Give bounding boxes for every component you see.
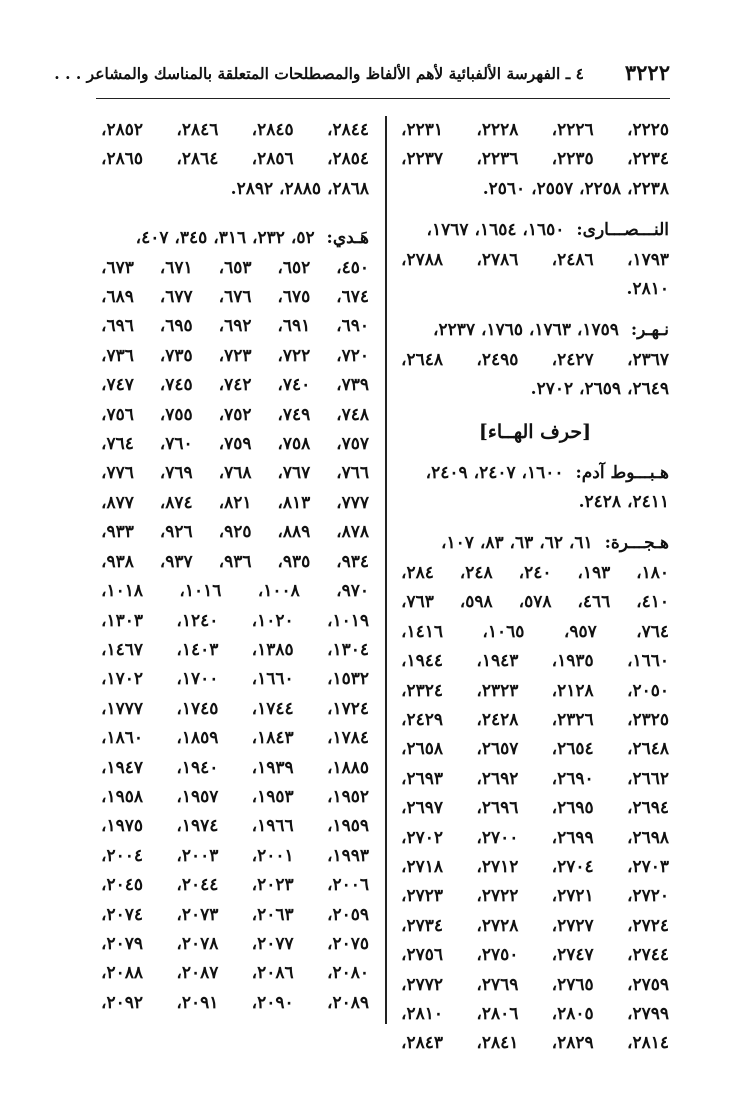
index-line [401,116,669,145]
index-number: ٢٨٥٦، [251,149,294,170]
index-line [101,548,369,577]
index-number: ٧٤٧، [101,375,134,396]
index-number: ٢٣٦٧، [626,349,669,370]
index-number: ٢٤٢٩، [401,709,444,730]
index-number: ٦٥٣، [218,257,252,278]
index-number: ٢٤٩٥، [476,349,519,370]
index-number: ٢٦٤٨، [401,349,444,370]
index-line [101,636,369,665]
index-line [401,618,669,647]
index-number: ٩٣٣، [101,522,134,543]
index-number: ٢٨٤٦، [176,120,219,140]
index-entry-hijra [401,529,669,1058]
index-number: ٢٦٩٤، [626,798,669,819]
index-number: ٢٧٢٠، [626,886,669,907]
index-number: ٥٩٨، [459,592,493,613]
page-number: ٣٢٢٢ [624,60,670,85]
index-number: ٢٠٧٤، [101,904,144,925]
index-number: ٢٤٨٦، [551,249,594,270]
index-number: ٢٢٣٧، [401,149,444,170]
index-line [401,765,669,794]
index-line: ١٧٥٩، ١٧٦٣، ١٧٦٥، ٢٢٣٧، [433,320,619,341]
index-number: ١٧٧٧، [101,698,144,719]
index-number: ٧٥٢، [218,404,252,425]
index-number: ٢٦٥٧، [476,739,519,760]
index-number: ٢٣٢٤، [401,680,444,701]
index-number: ٨١٣، [277,492,311,513]
index-number: ٨٢١، [218,492,252,513]
index-number: ٢٣٢٣، [476,680,519,701]
index-number: ٧٦٤، [101,434,134,455]
index-number: ٩٣٧، [159,551,193,572]
index-term: هَـدي: [326,228,369,249]
index-number: ٢٦٩٨، [626,827,669,848]
index-number: ١٧٤٥، [176,698,219,719]
index-number: ٨٧٧، [101,492,134,513]
index-number: ٢٠٧٥، [326,933,369,954]
index-line [101,959,369,988]
index-line [101,724,369,753]
index-number: ٢٦٩٦، [476,798,519,819]
column-divider [385,116,387,1024]
index-number: ١٣٠٣، [101,610,144,631]
index-line: ٢٨١٠. [626,279,669,300]
index-number: ١٤١٦، [401,621,444,642]
index-number: ٢٢٢٦، [551,120,594,140]
index-number: ١٩٣، [577,562,611,583]
index-number: ١٩٣٩، [251,757,294,778]
index-number: ٧٧٦، [101,463,134,484]
index-number: ٧٢٣، [218,345,252,366]
index-number: ٢٢٣٤، [626,149,669,170]
index-number: ٢٨٦٤، [176,149,219,170]
index-number: ١٩٥٢، [326,786,369,807]
index-line [101,116,369,145]
index-number: ٧٣٦، [101,345,134,366]
index-line [401,1029,669,1058]
index-number: ١٩٧٤، [176,816,219,837]
index-entry-hady [101,224,369,1018]
index-entry-nasara [401,216,669,304]
index-line [101,989,369,1018]
index-number: ٢٠٠٣، [176,845,219,866]
index-number: ٩٣٦، [218,551,252,572]
index-number: ٢٧٠٤، [551,856,594,877]
index-number: ٢٧٢٨، [476,915,519,936]
index-entry-hubut [401,459,669,518]
index-number: ٢٠٨٨، [101,963,144,984]
index-number: ٢٠٤٥، [101,875,144,896]
index-line [401,145,669,174]
index-number: ٢٧٣٤، [401,915,444,936]
index-line [401,677,669,706]
page-header [54,58,670,99]
index-number: ٧٤٢، [218,375,252,396]
index-line [101,665,369,694]
index-line [101,842,369,871]
index-number: ٢٨٤٥، [251,120,294,140]
index-number: ٢٨١٤، [626,1033,669,1054]
index-line [401,941,669,970]
index-number: ١٧٩٣، [626,249,669,270]
index-number: ٦٥٢، [277,257,311,278]
index-number: ٢٠٦٣، [251,904,294,925]
index-number: ٢٠٩٢، [101,992,144,1013]
index-line [401,794,669,823]
index-number: ٢٧٨٦، [476,249,519,270]
index-number: ٢٠٩١، [176,992,219,1013]
index-number: ٩٣٥، [277,551,311,572]
index-number: ٢٠٠٤، [101,845,144,866]
index-number: ٢٨٤، [401,562,434,583]
index-number: ٢٧٢٣، [401,886,444,907]
index-line [401,647,669,676]
index-number: ١٨٦٠، [101,728,144,749]
index-number: ٢٤٢٨، [476,709,519,730]
index-number: ١٨٠، [636,562,669,583]
index-number: ٢٠٩٠، [251,992,294,1013]
index-line: ١٦٥٠، ١٦٥٤، ١٧٦٧، [426,220,565,241]
index-line [101,812,369,841]
index-number: ٢٦٥٨، [401,739,444,760]
index-line [101,283,369,312]
index-number: ٢٠٤٤، [176,875,219,896]
index-number: ١٨٨٥، [326,757,369,778]
index-number: ٧٤٥، [159,375,193,396]
index-number: ٦٧٦، [218,287,252,308]
index-number: ١٩٩٣، [326,845,369,866]
index-number: ٩٣٤، [336,551,369,572]
index-number: ٦٩٢، [218,316,252,337]
index-number: ٤١٠، [636,592,669,613]
index-number: ٥٧٨، [518,592,552,613]
index-number: ٧٢٢، [277,345,311,366]
index-line [401,735,669,764]
index-number: ٩٧٠، [336,581,369,602]
index-number: ١٧٠٢، [101,669,144,690]
index-line [101,783,369,812]
index-number: ٧٦٩، [159,463,193,484]
index-line [101,312,369,341]
index-number: ٨٧٤، [159,492,193,513]
index-number: ٦٩١، [277,316,311,337]
index-number: ٢٦٩٢، [476,768,519,789]
index-number: ١٠٢٠، [251,610,294,631]
index-number: ٢٠٧٧، [251,933,294,954]
index-number: ١٤٦٧، [101,639,144,660]
index-number: ٢٢٢٥، [626,120,669,140]
index-number: ٢٠٠١، [251,845,294,866]
index-number: ٧٥٩، [218,434,252,455]
index-number: ١٦٦٠، [626,651,669,672]
index-number: ٢٧١٢، [476,856,519,877]
index-number: ١٣٠٤، [326,639,369,660]
index-term: نـهـر: [630,320,669,341]
index-line [101,871,369,900]
index-line: ١٦٠٠، ٢٤٠٧، ٢٤٠٩، [425,462,564,483]
index-number: ٢٤٠، [518,562,552,583]
index-number: ٢٨٠٥، [551,1003,594,1024]
index-number: ٦٨٩، [101,287,134,308]
index-number: ٢٨٦٥، [101,149,144,170]
index-line [101,754,369,783]
index-number: ٢٦٦٢، [626,768,669,789]
index-number: ١٨٤٣، [251,728,294,749]
index-number: ٦٧٥، [277,287,311,308]
index-number: ٢٣٢٥، [626,709,669,730]
index-number: ٢٠٨٩، [326,992,369,1013]
index-line [401,706,669,735]
index-number: ٢٦٥٤، [551,739,594,760]
index-number: ٢٧٠٠، [476,827,519,848]
index-number: ١٧٨٤، [326,728,369,749]
index-number: ٩٥٧، [563,621,597,642]
index-number: ٢٢٢٨، [476,120,519,140]
index-line: ٢٦٤٩، ٢٦٥٩، ٢٧٠٢. [530,379,669,400]
index-entry-continued [401,116,669,204]
index-number: ١٠٠٨، [257,581,300,602]
index-number: ٢٠٧٨، [176,933,219,954]
index-number: ٢٧٠٣، [626,856,669,877]
index-number: ٢٧٥٦، [401,945,444,966]
index-number: ٤٦٦، [577,592,611,613]
section-heading: [حرف الهــاء] [478,420,592,443]
index-number: ٢٧٥٠، [476,945,519,966]
index-number: ٢٧٤٤، [626,945,669,966]
index-number: ٢٦٩٥، [551,798,594,819]
index-number: ٢٠٧٣، [176,904,219,925]
index-line [101,145,369,174]
index-number: ٧٥٧، [336,434,369,455]
index-number: ١٩٤٧، [101,757,144,778]
index-number: ١٩٥٩، [326,816,369,837]
index-number: ١٠١٩، [326,610,369,631]
index-number: ٢٧٢٢، [476,886,519,907]
index-line [101,695,369,724]
index-number: ١٧٠٠، [176,669,219,690]
index-number: ٢٧٠٢، [401,827,444,848]
index-number: ٢٦٩٧، [401,798,444,819]
index-number: ١٨٥٩، [176,728,219,749]
index-line [101,607,369,636]
index-number: ٦٧١، [159,257,193,278]
index-line [401,346,669,375]
index-number: ٢٧٥٩، [626,974,669,995]
index-number: ١٠١٨، [101,581,144,602]
index-number: ٢٧٢١، [551,886,594,907]
index-number: ٧٦٣، [401,592,434,613]
index-number: ٧٦٧، [277,463,311,484]
index-number: ٢٨٤٤، [326,120,369,140]
index-number: ٦٩٦، [101,316,134,337]
index-line: ٢٨٦٨، ٢٨٨٥، ٢٨٩٢. [230,178,369,199]
index-number: ٢٠٥٩، [326,904,369,925]
index-number: ٢٦٩٠، [551,768,594,789]
index-number: ٢٧٧٢، [401,974,444,995]
index-term: هـجـــرة: [604,533,669,554]
index-number: ١٢٤٠، [176,610,219,631]
index-line [401,1000,669,1029]
index-line: ٢٢٣٨، ٢٢٥٨، ٢٥٥٧، ٢٥٦٠. [482,178,669,199]
index-line [101,459,369,488]
index-number: ٢٧٢٧، [551,915,594,936]
index-number: ١٩٤٠، [176,757,219,778]
index-number: ٢٨٠٦، [476,1003,519,1024]
running-title: ٤ ـ الفهرسة الألفبائية لأهم الألفاظ والمصطلحات المتعلقة بالمناسك والمشاعر . . . [54,64,584,83]
index-line [101,430,369,459]
index-number: ٩٣٨، [101,551,134,572]
index-number: ٤٥٠، [336,257,369,278]
index-number: ٢٢٣٥، [551,149,594,170]
index-number: ٢٧٨٨، [401,249,444,270]
index-number: ٧٦٨، [218,463,252,484]
index-line: ٥٢، ٢٣٢، ٣١٦، ٣٤٥، ٤٠٧، [135,228,315,249]
index-number: ٨٨٩، [277,522,311,543]
index-number: ٢٠٨٠، [326,963,369,984]
index-number: ٢٨٥٢، [101,120,144,140]
index-number: ١٧٤٤، [251,698,294,719]
index-number: ٢٦٤٨، [626,739,669,760]
index-number: ٢٠٨٧، [176,963,219,984]
index-number: ٦٩٥، [159,316,193,337]
index-number: ٦٩٠، [336,316,369,337]
index-number: ١٩٤٣، [476,651,519,672]
index-number: ١٩٦٦، [251,816,294,837]
index-number: ١٤٠٣، [176,639,219,660]
index-number: ٢٢٣٦، [476,149,519,170]
index-number: ٩٢٦، [159,522,193,543]
index-number: ٢٤٢٧، [551,349,594,370]
index-number: ٢٢٣١، [401,120,444,140]
index-number: ١٩٥٨، [101,786,144,807]
index-line: ٢٤١١، ٢٤٢٨. [578,492,669,513]
index-number: ٢٦٩٩، [551,827,594,848]
index-number: ٢٠٧٩، [101,933,144,954]
index-number: ٧٥٦، [101,404,134,425]
index-number: ١٠١٦، [179,581,222,602]
index-number: ٦٧٣، [101,257,134,278]
index-number: ٢٨٤١، [476,1033,519,1054]
index-number: ٢٨٢٩، [551,1033,594,1054]
index-line [401,588,669,617]
index-line [101,371,369,400]
index-number: ٧٣٩، [336,375,369,396]
index-number: ٢٣٢٦، [551,709,594,730]
index-number: ٢٧٦٩، [476,974,519,995]
index-line [401,559,669,588]
index-line [101,254,369,283]
index-number: ٢٨١٠، [401,1003,444,1024]
index-term: النـــصـــارى: [576,220,669,241]
index-term: هـبـــوط آدم: [575,462,669,483]
index-line [101,518,369,547]
index-number: ٧٢٠، [336,345,369,366]
index-number: ٦٧٧، [159,287,193,308]
index-column-right [401,116,669,1054]
index-number: ٢١٢٨، [551,680,594,701]
index-number: ١٠٦٥، [482,621,525,642]
index-number: ١٣٨٥، [251,639,294,660]
index-number: ٢٠٥٠، [626,680,669,701]
index-number: ١٦٦٠، [251,669,294,690]
index-number: ٧٤٨، [336,404,369,425]
index-number: ٨٧٨، [336,522,369,543]
index-number: ٢٧١٨، [401,856,444,877]
index-number: ٢٠٢٣، [251,875,294,896]
index-number: ١٥٣٢، [326,669,369,690]
index-line: ٦١، ٦٢، ٦٣، ٨٣، ١٠٧، [441,533,593,554]
index-number: ٢٨٥٤، [326,149,369,170]
index-number: ٧٤٠، [277,375,311,396]
index-number: ٦٧٤، [336,287,369,308]
index-line [101,489,369,518]
index-number: ٧٥٥، [159,404,193,425]
index-number: ١٩٥٣، [251,786,294,807]
index-number: ٢٠٠٦، [326,875,369,896]
index-number: ٢٦٩٣، [401,768,444,789]
index-entry-continued [101,116,369,204]
index-entry-nahr [401,316,669,404]
index-line [401,824,669,853]
index-number: ١٩٤٤، [401,651,444,672]
index-number: ٢٤٨، [459,562,493,583]
index-number: ٢٧٢٤، [626,915,669,936]
index-line [401,246,669,275]
index-line [101,901,369,930]
index-line [401,882,669,911]
index-line [101,401,369,430]
index-number: ٧٦٤، [636,621,669,642]
index-number: ١٩٧٥، [101,816,144,837]
index-number: ٧٧٧، [336,492,369,513]
index-number: ١٩٣٥، [551,651,594,672]
index-line [401,853,669,882]
index-number: ٧٥٨، [277,434,311,455]
index-number: ٢٧٦٥، [551,974,594,995]
index-number: ٢٠٨٦، [251,963,294,984]
index-line [401,971,669,1000]
index-number: ٧٤٩، [277,404,311,425]
index-number: ٢٧٩٩، [626,1003,669,1024]
index-line [101,342,369,371]
index-number: ٧٦٦، [336,463,369,484]
index-number: ٧٣٥، [159,345,193,366]
index-line [101,930,369,959]
index-line [101,577,369,606]
index-line [401,912,669,941]
index-number: ٩٢٥، [218,522,252,543]
index-number: ٢٧٤٧، [551,945,594,966]
index-number: ٢٨٤٣، [401,1033,444,1054]
index-number: ١٩٥٧، [176,786,219,807]
index-number: ٧٦٠، [159,434,193,455]
index-column-left [101,116,369,1026]
index-number: ١٧٢٤، [326,698,369,719]
